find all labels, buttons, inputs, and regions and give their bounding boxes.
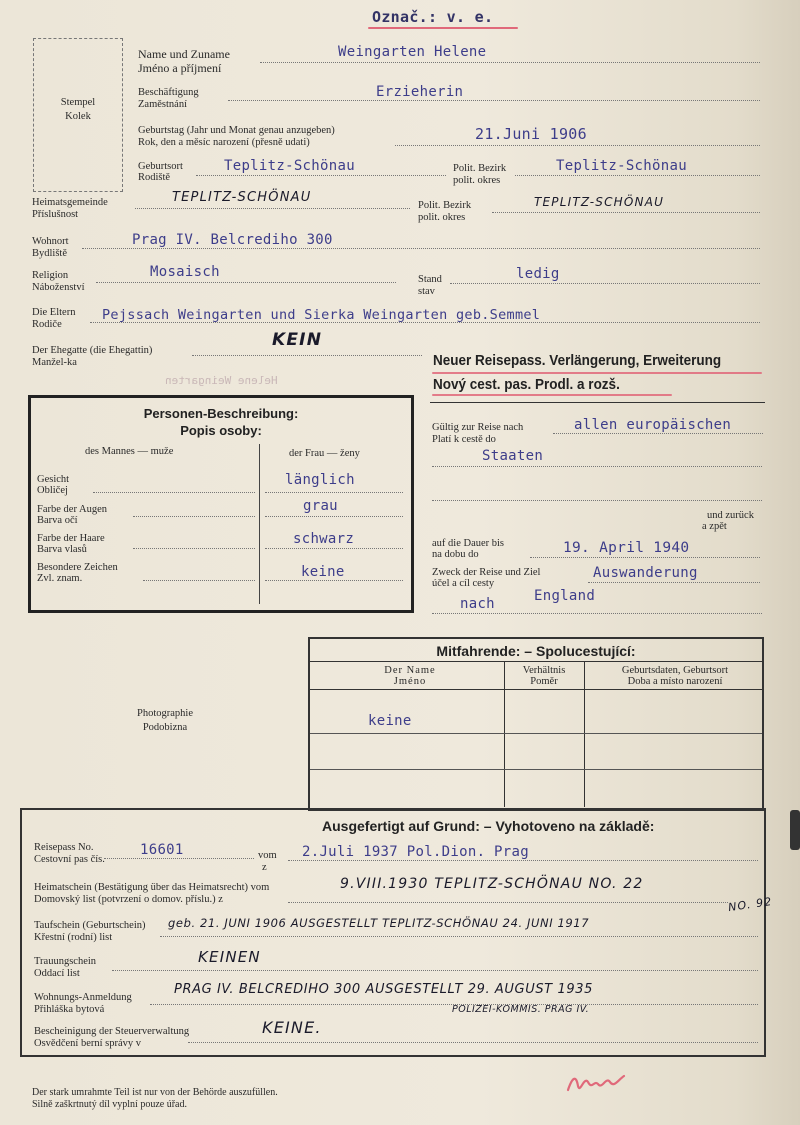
companions-col2-cs: Poměr <box>530 676 558 687</box>
passport-no-label-cs: Cestovní pas čís. <box>34 854 105 865</box>
companions-title: Mitfahrende: – Spolucestující: <box>436 643 636 659</box>
status-value: ledig <box>516 266 560 282</box>
description-title-de: Personen-Beschreibung: <box>143 406 299 421</box>
heimatschein-label-cs: Domovský list (potvrzení o domov. příslu.) z <box>34 894 223 905</box>
marks-label-de: Besondere Zeichen <box>37 562 118 573</box>
birthdate-label-cs: Rok, den a měsíc narození (přesně udati) <box>138 137 310 148</box>
eyes-value: grau <box>303 498 338 514</box>
home-label-de: Heimatsgemeinde <box>32 197 108 208</box>
residence-label-cs: Bydliště <box>32 248 68 259</box>
birthplace-label-de: Geburtsort <box>138 161 183 172</box>
companions-box <box>308 637 764 811</box>
purpose-label-cs: účel a cíl cesty <box>432 578 495 589</box>
birthdate-value: 21.Juni 1906 <box>475 125 587 143</box>
status-label-de: Stand <box>418 274 442 285</box>
marriage-label-cs: Oddací list <box>34 968 80 979</box>
status-label-cs: stav <box>418 286 435 297</box>
registration-value: PRAG IV. BELCREDIHO 300 AUSGESTELLT 29. AUGUST 1935 <box>174 982 593 997</box>
description-col-man: des Mannes — muže <box>85 446 174 457</box>
duration-label-cs: na dobu do <box>432 549 479 560</box>
name-label-de: Name und Zuname <box>138 47 230 61</box>
red-pencil-signature <box>564 1068 628 1098</box>
spouse-value: KEIN <box>272 330 323 350</box>
birthplace-label-cs: Rodiště <box>138 172 171 183</box>
passport-from-label-de: vom <box>258 850 277 861</box>
description-col-woman: der Frau — ženy <box>289 448 360 459</box>
companions-col2-de: Verhältnis <box>522 665 566 676</box>
person-description-box <box>28 395 414 613</box>
return-label-cs: a zpět <box>702 521 727 532</box>
tax-label-de: Bescheinigung der Steuerverwaltung <box>34 1026 190 1037</box>
parents-label-de: Die Eltern <box>32 307 76 318</box>
birthplace-district-label-cs: polit. okres <box>453 175 501 186</box>
tax-value: KEINE. <box>262 1018 322 1037</box>
companions-col1-cs: Jméno <box>393 676 427 687</box>
birthplace-district-value: Teplitz-Schönau <box>556 158 687 174</box>
religion-label-de: Religion <box>32 270 69 281</box>
hair-value: schwarz <box>293 531 355 547</box>
stamp-box <box>33 38 123 192</box>
return-label-de: und zurück <box>707 510 754 521</box>
companions-col1-de: Der Name <box>384 665 436 676</box>
spouse-label-de: Der Ehegatte (die Ehegattin) <box>32 345 153 356</box>
passport-type-cs: Nový cest. pas. Prodl. a rozš. <box>433 376 620 393</box>
birthdate-label-de: Geburtstag (Jahr und Monat genau anzugeben) <box>138 125 335 136</box>
heimatschein-label-de: Heimatschein (Bestätigung über das Heimatsrecht) vom <box>34 882 270 893</box>
home-district-label-de: Polit. Bezirk <box>418 200 472 211</box>
photo-label-de: Photographie <box>137 708 193 719</box>
occupation-value: Erzieherin <box>376 84 464 100</box>
spouse-label-cs: Manžel-ka <box>32 357 77 368</box>
name-value: Weingarten Helene <box>338 44 487 60</box>
stamp-label-de: Stempel <box>60 97 96 108</box>
baptism-label-cs: Křestní (rodní) list <box>34 932 113 943</box>
residence-value: Prag IV. Belcrediho 300 <box>132 232 333 248</box>
home-district-value: TEPLITZ-SCHÖNAU <box>534 195 665 209</box>
companions-col3-cs: Doba a místo narození <box>627 676 723 687</box>
passport-from-label-cs: z <box>262 862 267 873</box>
purpose-label-de: Zweck der Reise und Ziel <box>432 567 541 578</box>
passport-no-label-de: Reisepass No. <box>34 842 94 853</box>
photo-label-cs: Podobizna <box>142 722 188 733</box>
home-label-cs: Příslušnost <box>32 209 79 220</box>
registration-label-cs: Přihláška bytová <box>34 1004 105 1015</box>
photo-area <box>20 620 310 810</box>
companions-col3-de: Geburtsdaten, Geburtsort <box>621 665 729 676</box>
face-value: länglich <box>285 472 355 488</box>
purpose-value: Auswanderung <box>593 565 698 581</box>
ghost-bleedthrough: Helene Weingarten <box>165 374 278 387</box>
destination-prefix: nach <box>460 596 495 612</box>
companions-value: keine <box>368 713 412 729</box>
eyes-label-de: Farbe der Augen <box>37 504 107 515</box>
baptism-label-de: Taufschein (Geburtschein) <box>34 920 146 931</box>
parents-value: Pejssach Weingarten und Sierka Weingarten geb.Semmel <box>102 307 541 323</box>
validity-value-2: Staaten <box>482 448 544 464</box>
marks-value: keine <box>301 564 345 580</box>
form-code: Označ.: v. e. <box>372 8 494 26</box>
red-underline <box>368 27 518 29</box>
validity-value-1: allen europäischen <box>574 417 732 433</box>
marks-label-cs: Zvl. znam. <box>37 573 83 584</box>
issued-box <box>20 808 774 1057</box>
heimatschein-number: NO. 92 <box>727 894 774 915</box>
paper-edge-mark <box>790 810 800 850</box>
religion-value: Mosaisch <box>150 264 220 280</box>
passport-from-value: 2.Juli 1937 Pol.Dion. Prag <box>302 844 529 860</box>
duration-value: 19. April 1940 <box>563 540 690 556</box>
tax-label-cs: Osvědčení berní správy v <box>34 1038 142 1049</box>
hair-label-de: Farbe der Haare <box>37 533 105 544</box>
face-label-cs: Obličej <box>37 485 68 496</box>
occupation-label-cs: Zaměstnání <box>138 99 187 110</box>
passport-type-de: Neuer Reisepass. Verlängerung, Erweiterung <box>433 352 722 369</box>
heimatschein-value: 9.VIII.1930 TEPLITZ-SCHÖNAU NO. 22 <box>340 876 644 892</box>
parents-label-cs: Rodiče <box>32 319 62 330</box>
baptism-value: geb. 21. JUNI 1906 AUSGESTELLT TEPLITZ-SCHÖNAU 24. JUNI 1917 <box>168 916 590 930</box>
footnote-cs: Silně zaškrtnutý díl vyplní pouze úřad. <box>32 1099 187 1110</box>
issued-title: Ausgefertigt auf Grund: – Vyhotoveno na základě: <box>322 818 655 834</box>
eyes-label-cs: Barva očí <box>37 515 78 526</box>
footnote-de: Der stark umrahmte Teil ist nur von der Behörde auszufüllen. <box>32 1087 278 1098</box>
home-value: TEPLITZ-SCHÖNAU <box>172 190 312 205</box>
validity-label-cs: Platí k cestě do <box>432 434 496 445</box>
registration-value-2: POLIZEI-KOMMIS. PRAG IV. <box>452 1004 590 1015</box>
duration-label-de: auf die Dauer bis <box>432 538 505 549</box>
stamp-label-cs: Kolek <box>65 111 91 122</box>
passport-no-value: 16601 <box>140 842 184 858</box>
validity-label-de: Gültig zur Reise nach <box>432 422 524 433</box>
occupation-label-de: Beschäftigung <box>138 87 199 98</box>
face-label-de: Gesicht <box>37 474 70 485</box>
registration-label-de: Wohnungs-Anmeldung <box>34 992 132 1003</box>
birthplace-district-label-de: Polit. Bezirk <box>453 163 507 174</box>
marriage-label-de: Trauungschein <box>34 956 97 967</box>
description-title-cs: Popis osoby: <box>180 423 262 438</box>
home-district-label-cs: polit. okres <box>418 212 466 223</box>
religion-label-cs: Náboženství <box>32 282 85 293</box>
birthplace-value: Teplitz-Schönau <box>224 158 355 174</box>
hair-label-cs: Barva vlasů <box>37 544 87 555</box>
name-label-cs: Jméno a příjmení <box>138 61 222 75</box>
destination-value: England <box>534 588 596 604</box>
marriage-value: KEINEN <box>198 948 261 966</box>
residence-label-de: Wohnort <box>32 236 69 247</box>
